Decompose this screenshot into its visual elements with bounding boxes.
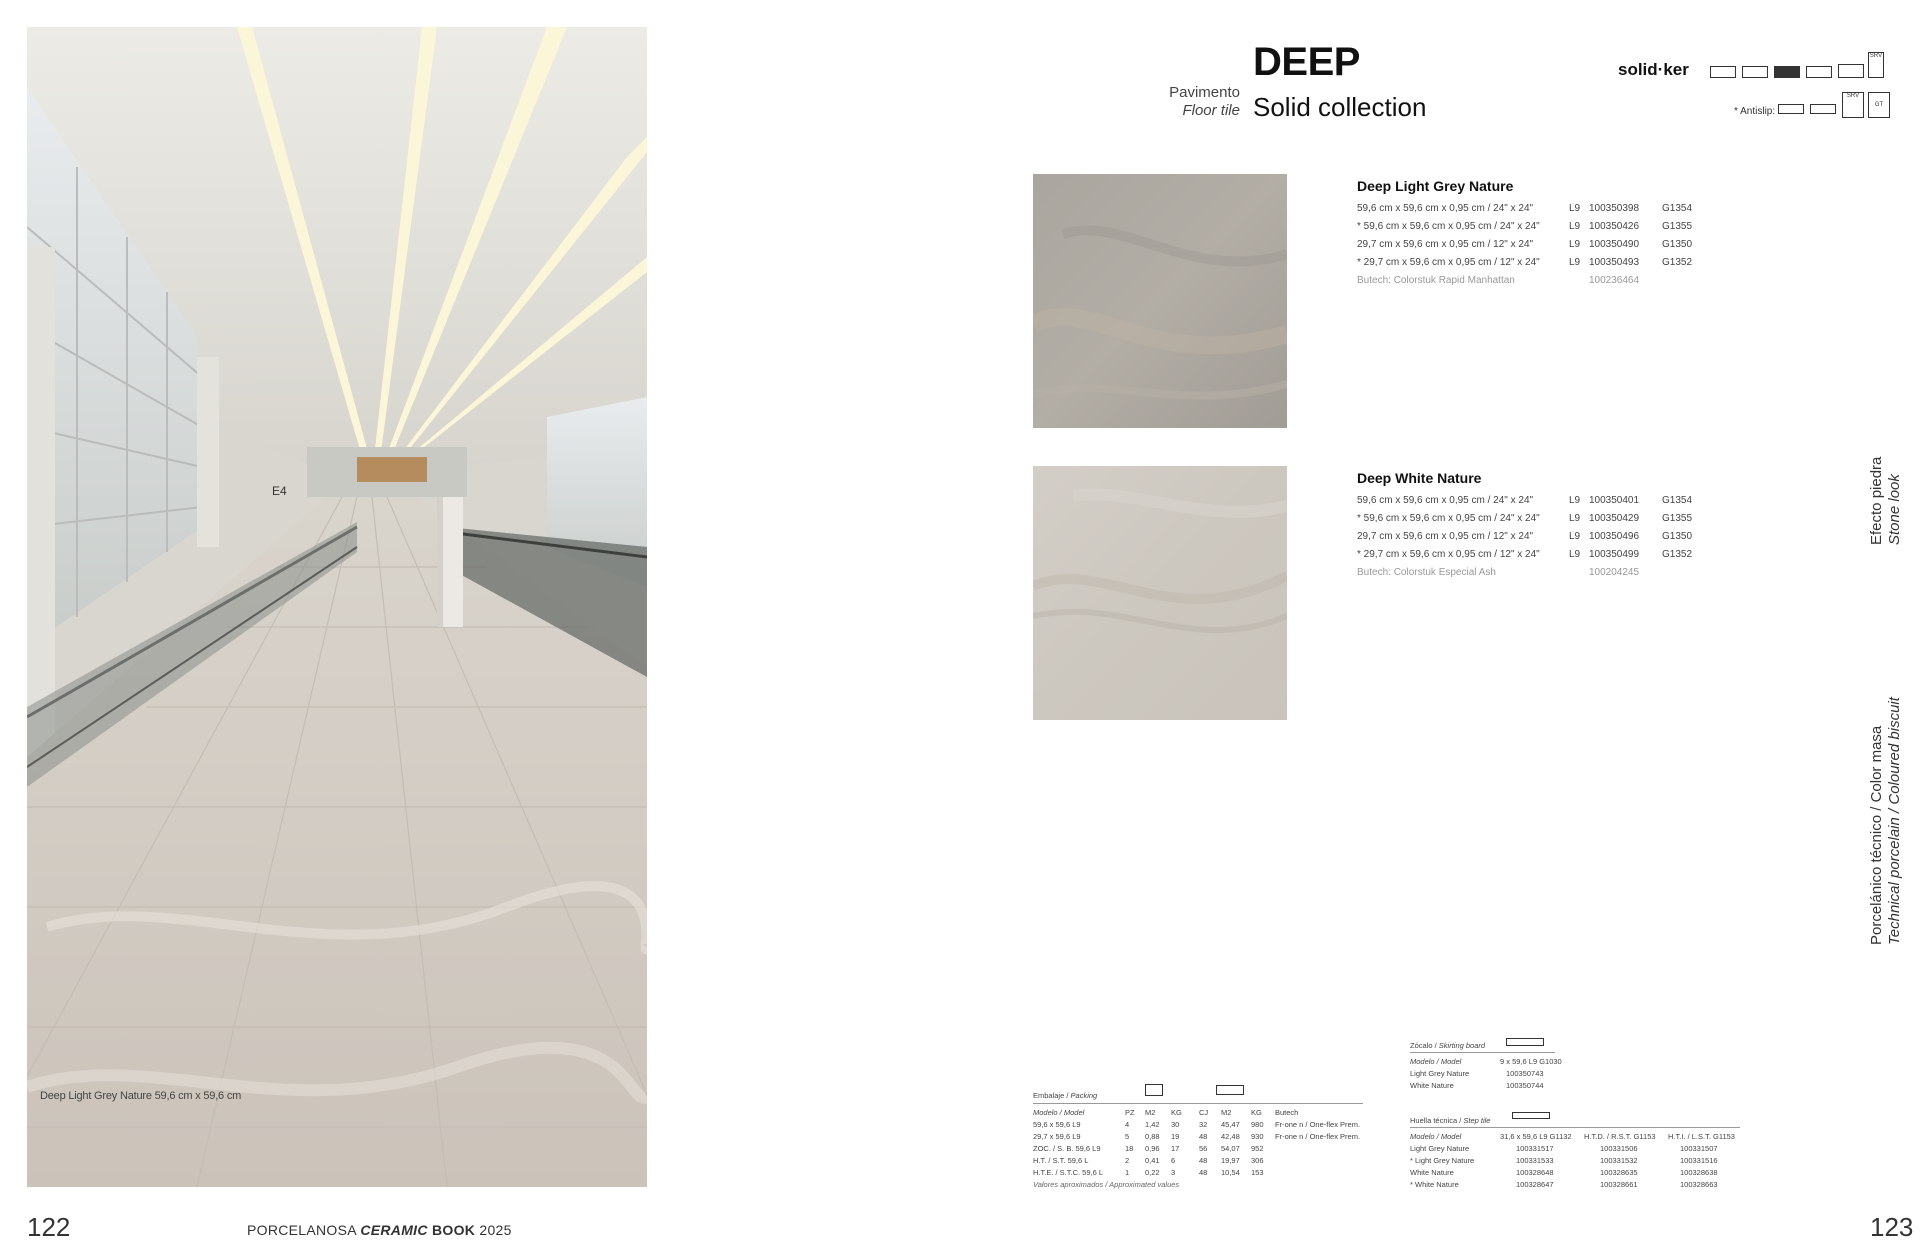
page-number-right: 123 <box>1870 1212 1914 1242</box>
skirting-icon <box>1506 1038 1544 1046</box>
product-name: Deep Light Grey Nature <box>1357 178 1514 194</box>
table-rule <box>1410 1127 1740 1128</box>
footer-brand <box>247 1222 512 1238</box>
table-row: Light Grey Nature 100331517 100331506 100331507 <box>1410 1143 1718 1153</box>
skirting-table <box>1408 1055 1564 1091</box>
antislip-label: * Antislip: <box>1734 106 1776 117</box>
swatch-white <box>1033 466 1287 720</box>
gate-sign: E4 <box>272 484 287 498</box>
side-porcelain-en: Technical porcelain / Coloured biscuit <box>1886 697 1903 945</box>
step-icon <box>1838 64 1864 78</box>
antislip-step-icon <box>1778 104 1804 114</box>
spec-row: * 59,6 cm x 59,6 cm x 0,95 cm / 24" x 24" L9 100350429 G1355 <box>1357 512 1693 524</box>
spec-row: 59,6 cm x 59,6 cm x 0,95 cm / 24" x 24" L9 100350401 G1354 <box>1357 494 1693 506</box>
table-row: White Nature 100350744 <box>1410 1080 1544 1090</box>
format-icon <box>1774 66 1800 78</box>
format-icon <box>1710 66 1736 78</box>
spec-row: 59,6 cm x 59,6 cm x 0,95 cm / 24" x 24" L9 100350398 G1354 <box>1357 202 1693 214</box>
footer-book: BOOK <box>431 1222 476 1238</box>
skirting-header: Modelo / Model 9 x 59,6 L9 G1030 <box>1410 1056 1562 1066</box>
step-title: Huella técnica / Step tile <box>1410 1116 1491 1125</box>
spec-row: * 59,6 cm x 59,6 cm x 0,95 cm / 24" x 24" L9 100350426 G1355 <box>1357 220 1693 232</box>
product-spec-table <box>1357 491 1692 581</box>
step-header: Modelo / Model 31,6 x 59,6 L9 G1132 H.T.D. / R.S.T. G1153 H.T.I. / L.S.T. G1153 <box>1410 1131 1735 1141</box>
table-row: * Light Grey Nature 100331533 100331532 100331516 <box>1410 1155 1718 1165</box>
packing-table <box>1031 1106 1362 1178</box>
collection-title: DEEP <box>1253 40 1360 84</box>
product-name: Deep White Nature <box>1357 470 1482 486</box>
format-icon <box>1806 66 1832 78</box>
side-stone-en: Stone look <box>1886 474 1903 545</box>
antislip-format-icon <box>1810 104 1836 114</box>
table-row: * White Nature 100328647 100328661 100328663 <box>1410 1179 1718 1189</box>
spec-row: * 29,7 cm x 59,6 cm x 0,95 cm / 12" x 24" L9 100350493 G1352 <box>1357 256 1693 268</box>
side-porcelain <box>1868 697 1904 945</box>
tile-type-en: Floor tile <box>1182 102 1240 119</box>
packing-note: Valores aproximados / Approximated values <box>1033 1180 1180 1189</box>
format-icon <box>1742 66 1768 78</box>
solidker-logo: solid·ker <box>1618 60 1689 79</box>
pallet-icon <box>1216 1085 1244 1095</box>
table-row: ZOC. / S. B. 59,6 L9 18 0,96 17 56 54,07 952 <box>1033 1143 1264 1153</box>
packing-header: Modelo / Model PZ M2 KG CJ M2 KG Butech <box>1033 1107 1299 1117</box>
photo-caption: Deep Light Grey Nature 59,6 cm x 59,6 cm <box>40 1090 242 1102</box>
table-row: 59,6 x 59,6 L9 4 1,42 30 32 45,47 980 Fr-one n / One-flex Prem. <box>1033 1119 1361 1129</box>
table-rule <box>1410 1052 1555 1053</box>
footer-brand-name: PORCELANOSA <box>247 1222 357 1238</box>
srv-badge: SRV <box>1868 52 1884 78</box>
footer-book-italic: CERAMIC <box>360 1222 428 1238</box>
footer-year: 2025 <box>479 1222 512 1238</box>
srv-badge: SRV <box>1842 92 1864 118</box>
table-row: 29,7 x 59,6 L9 5 0,88 19 48 42,48 930 Fr-one n / One-flex Prem. <box>1033 1131 1361 1141</box>
table-row: White Nature 100328648 100328635 100328638 <box>1410 1167 1718 1177</box>
swatch-light-grey <box>1033 174 1287 428</box>
gt-badge: GT <box>1868 92 1890 118</box>
packing-title: Embalaje / Packing <box>1033 1091 1098 1100</box>
spec-row: 29,7 cm x 59,6 cm x 0,95 cm / 12" x 24" L9 100350496 G1350 <box>1357 530 1693 542</box>
tile-type-es: Pavimento <box>1169 84 1240 101</box>
butech-row: Butech: Colorstuk Rapid Manhattan 100236464 <box>1357 274 1640 286</box>
step-table <box>1408 1130 1737 1190</box>
table-row: Light Grey Nature 100350743 <box>1410 1068 1544 1078</box>
side-porcelain-es: Porcelánico técnico / Color masa <box>1868 725 1885 945</box>
spec-row: 29,7 cm x 59,6 cm x 0,95 cm / 12" x 24" L9 100350490 G1350 <box>1357 238 1693 250</box>
side-stone-look <box>1868 457 1904 545</box>
table-row: H.T. / S.T. 59,6 L 2 0,41 6 48 19,97 306 <box>1033 1155 1264 1165</box>
interior-photo <box>27 27 647 1187</box>
spec-row: * 29,7 cm x 59,6 cm x 0,95 cm / 12" x 24" L9 100350499 G1352 <box>1357 548 1693 560</box>
box-icon <box>1145 1084 1163 1096</box>
collection-subtitle: Solid collection <box>1253 92 1427 122</box>
skirting-title: Zócalo / Skirting board <box>1410 1041 1486 1050</box>
step-tile-icon <box>1512 1112 1550 1119</box>
product-spec-table <box>1357 199 1692 289</box>
table-row: H.T.E. / S.T.C. 59,6 L 1 0,22 3 48 10,54 153 <box>1033 1167 1264 1177</box>
table-rule <box>1033 1103 1363 1104</box>
page-number-left: 122 <box>27 1212 71 1242</box>
butech-row: Butech: Colorstuk Especial Ash 100204245 <box>1357 566 1640 578</box>
side-stone-es: Efecto piedra <box>1868 456 1885 545</box>
